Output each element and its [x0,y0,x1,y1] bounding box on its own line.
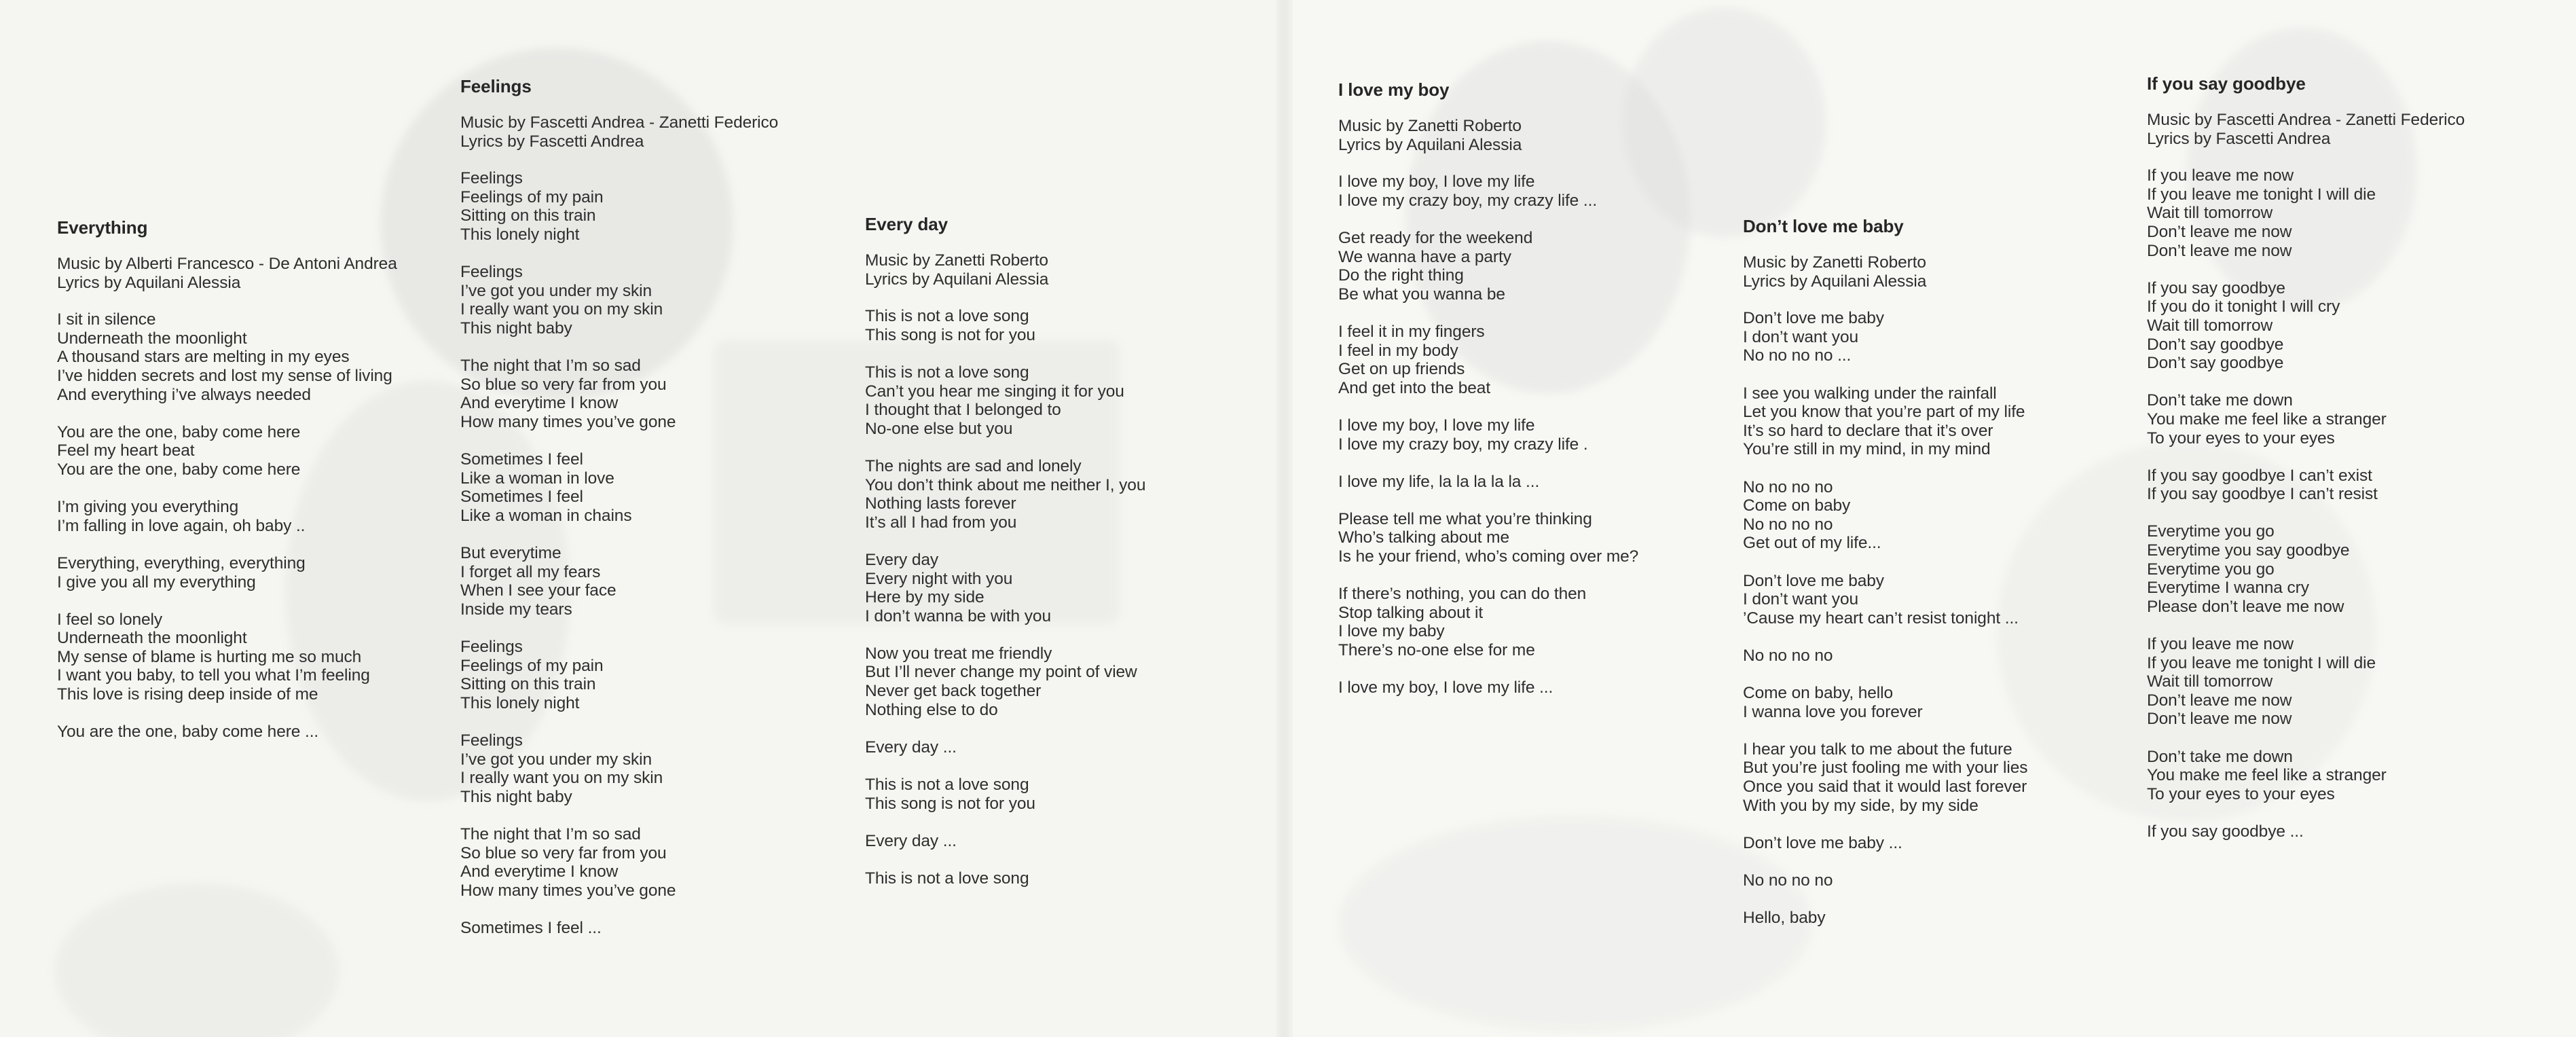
song-credits [865,251,1145,289]
lyric-line: I love my boy, I love my life ... [1338,678,1553,697]
song-everything [57,217,397,760]
lyric-line: I love my crazy boy, my crazy life ... [1338,191,1598,210]
song-credits [57,255,397,292]
lyric-stanza [865,738,1145,757]
credit-line: Lyrics by Aquilani Alessia [1338,135,1522,154]
lyric-line: Everytime you say goodbye [2147,541,2350,560]
song-i-love-my-boy [1338,79,1638,716]
lyric-line: My sense of blame is hurting me so much [57,647,362,666]
lyric-line: How many times you’ve gone [460,412,676,431]
lyric-line: No no no no [1743,515,1833,534]
lyric-line: Underneath the moonlight [57,629,247,648]
song-if-you-say-goodbye [2147,73,2465,860]
lyric-line: Feelings [460,638,523,657]
lyric-line: Don’t take me down [2147,747,2293,766]
lyric-line: I love my boy, I love my life [1338,416,1535,435]
lyric-line: This song is not for you [865,794,1035,813]
lyric-line: There’s no-one else for me [1338,641,1535,660]
song-credits [2147,111,2465,148]
lyric-line: No no no no [1743,646,1833,665]
lyric-line: Feelings [460,263,523,282]
lyric-line: Don’t love me baby [1743,571,1884,590]
song-title: Feelings [460,76,532,96]
lyric-stanza [460,544,778,619]
lyric-stanza [460,731,778,806]
lyric-line: Everytime you go [2147,522,2275,541]
lyric-line: The nights are sad and lonely [865,456,1082,475]
lyric-line: I’ve got you under my skin [460,281,652,300]
song-credits [460,113,778,151]
song-title: Don’t love me baby [1743,216,1904,236]
lyric-stanza [57,498,397,535]
lyric-line: Feelings of my pain [460,187,604,206]
lyric-stanza [1338,678,1638,697]
lyric-line: I sit in silence [57,310,156,329]
lyric-line: Feel my heart beat [57,441,195,460]
lyric-line: Get ready for the weekend [1338,228,1533,247]
lyric-line: The night that I’m so sad [460,357,641,376]
lyric-stanza [1743,309,2027,365]
lyric-line: Don’t say goodbye [2147,354,2284,373]
lyric-line: This night baby [460,319,572,338]
lyric-line: I feel so lonely [57,610,163,629]
lyric-stanza [57,310,397,404]
lyric-stanza [57,423,397,479]
lyric-stanza [2147,391,2465,448]
lyric-stanza [2147,279,2465,373]
lyric-line: I’m giving you everything [57,498,239,517]
lyric-line: The night that I’m so sad [460,824,641,843]
lyric-line: This love is rising deep inside of me [57,685,318,704]
lyric-line: So blue so very far from you [460,375,667,394]
lyric-line: Hello, baby [1743,909,1826,928]
lyric-line: I give you all my everything [57,572,256,592]
lyric-line: Never get back together [865,682,1042,701]
lyric-line: Can’t you hear me singing it for you [865,382,1124,401]
lyric-line: But I’ll never change my point of view [865,663,1137,682]
lyric-line: Sometimes I feel [460,488,583,507]
song-feelings [460,76,778,956]
lyric-stanza [2147,467,2465,504]
lyric-line: This song is not for you [865,325,1035,344]
lyric-line: You don’t think about me neither I, you [865,475,1146,494]
lyric-stanza [1338,416,1638,454]
lyric-stanza [1338,172,1638,210]
lyric-line: This lonely night [460,225,580,244]
lyric-line: Sitting on this train [460,206,596,225]
lyric-line: And everytime I know [460,394,619,413]
lyric-line: This is not a love song [865,869,1029,888]
lyric-stanza [1743,909,2027,928]
lyric-line: But everytime [460,544,562,563]
lyric-line: Don’t say goodbye [2147,335,2284,354]
lyric-line: Get on up friends [1338,360,1465,379]
lyric-line: With you by my side, by my side [1743,796,1979,815]
lyric-line: I’m falling in love again, oh baby .. [57,516,306,535]
lyric-line: You are the one, baby come here ... [57,723,319,742]
lyric-line: Now you treat me friendly [865,644,1052,663]
lyric-line: Every night with you [865,569,1013,588]
lyric-line: I don’t wanna be with you [865,606,1051,625]
lyric-line: I thought that I belonged to [865,401,1061,420]
lyric-stanza [2147,822,2465,841]
lyric-line: Nothing else to do [865,700,998,719]
credit-line: Lyrics by Fascetti Andrea [2147,129,2331,148]
lyric-stanza [865,776,1145,813]
lyric-line: Every day ... [865,831,957,850]
lyric-line: You are the one, baby come here [57,460,301,479]
lyric-line: If you leave me now [2147,166,2294,185]
background-photo-shape [1338,815,1813,1032]
lyric-line: Here by my side [865,588,985,607]
lyric-stanza [1743,834,2027,853]
lyric-line: This is not a love song [865,776,1029,795]
lyric-line: How many times you’ve gone [460,881,676,900]
lyric-stanza [865,869,1145,888]
lyric-line: Everytime I wanna cry [2147,579,2309,598]
lyric-line: I really want you on my skin [460,300,663,319]
song-credits [1338,117,1638,154]
credit-line: Music by Alberti Francesco - De Antoni Andrea [57,255,397,273]
credit-line: Music by Fascetti Andrea - Zanetti Federico [2147,111,2465,129]
credit-line: Lyrics by Fascetti Andrea [460,132,644,151]
lyric-line: So blue so very far from you [460,843,667,862]
lyric-line: And everything i’ve always needed [57,385,311,404]
lyric-line: Don’t leave me now [2147,691,2292,710]
lyric-line: Sometimes I feel ... [460,918,602,937]
lyric-line: I wanna love you forever [1743,702,1923,721]
lyric-stanza [2147,166,2465,260]
lyric-stanza [1338,510,1638,566]
lyric-line: Everything, everything, everything [57,553,306,572]
lyric-stanza [2147,635,2465,729]
lyric-line: I forget all my fears [460,562,601,581]
lyric-line: You make me feel like a stranger [2147,766,2387,785]
background-photo-shape [54,883,339,1037]
song-title: Everything [57,217,148,238]
lyric-line: To your eyes to your eyes [2147,429,2335,448]
lyric-line: Nothing lasts forever [865,494,1016,513]
lyric-line: A thousand stars are melting in my eyes [57,348,350,367]
lyric-line: If you say goodbye ... [2147,822,2304,841]
lyric-line: This is not a love song [865,307,1029,326]
lyric-stanza [1743,647,2027,666]
lyric-line: Don’t leave me now [2147,241,2292,260]
lyric-line: ’Cause my heart can’t resist tonight ... [1743,608,2019,627]
lyric-line: Let you know that you’re part of my life [1743,403,2025,422]
lyric-line: I’ve got you under my skin [460,750,652,769]
lyric-line: If you say goodbye I can’t exist [2147,466,2372,485]
lyric-line: Don’t leave me now [2147,222,2292,241]
lyric-line: No-one else but you [865,419,1013,438]
lyric-line: When I see your face [460,581,617,600]
booklet-spine [1276,0,1293,1037]
lyric-line: Please tell me what you’re thinking [1338,509,1592,528]
lyric-line: Do the right thing [1338,266,1464,285]
song-credits [1743,253,2027,291]
lyric-stanza [460,263,778,338]
lyric-line: I’ve hidden secrets and lost my sense of living [57,366,392,385]
lyric-line: If you do it tonight I will cry [2147,297,2340,316]
lyric-line: If you leave me tonight I will die [2147,185,2376,204]
lyric-stanza [460,357,778,431]
lyric-stanza [865,363,1145,438]
lyric-line: This lonely night [460,693,580,712]
lyric-line: Wait till tomorrow [2147,672,2273,691]
lyric-stanza [460,638,778,712]
credit-line: Music by Zanetti Roberto [1338,117,1522,135]
lyric-line: Everytime you go [2147,560,2275,579]
lyric-line: I love my crazy boy, my crazy life . [1338,435,1588,454]
lyric-line: I feel in my body [1338,341,1458,360]
song-title: I love my boy [1338,79,1450,100]
lyric-line: Feelings [460,731,523,750]
lyric-line: And everytime I know [460,862,619,881]
lyric-line: You are the one, baby come here [57,422,301,441]
lyric-line: Don’t leave me now [2147,710,2292,729]
lyric-line: Every day [865,550,939,569]
lyric-line: Please don’t leave me now [2147,597,2344,616]
credit-line: Lyrics by Aquilani Alessia [57,273,241,292]
lyric-line: No no no no [1743,477,1833,496]
song-title: If you say goodbye [2147,73,2306,94]
lyric-line: Get out of my life... [1743,534,1881,553]
lyric-line: No no no no [1743,871,1833,890]
credit-line: Music by Zanetti Roberto [1743,253,1926,272]
lyric-stanza [1338,323,1638,397]
lyric-line: We wanna have a party [1338,247,1511,266]
lyric-line: If you leave me tonight I will die [2147,653,2376,672]
song-title: Every day [865,214,948,234]
lyric-line: Wait till tomorrow [2147,316,2273,335]
song-dont-love-me-baby [1743,216,2027,946]
lyric-stanza [1743,871,2027,890]
lyric-line: Feelings [460,169,523,188]
lyric-line: Like a woman in love [460,469,614,488]
lyric-line: I don’t want you [1743,327,1859,346]
lyric-line: You make me feel like a stranger [2147,410,2387,429]
lyric-line: Sometimes I feel [460,450,583,469]
lyric-stanza [1743,684,2027,721]
lyric-line: If you leave me now [2147,635,2294,654]
lyric-line: This is not a love song [865,363,1029,382]
lyric-stanza [865,644,1145,719]
credit-line: Lyrics by Aquilani Alessia [865,270,1049,289]
lyric-line: I don’t want you [1743,590,1859,609]
lyric-stanza [460,169,778,244]
lyric-stanza [1743,478,2027,553]
lyric-stanza [57,723,397,742]
lyric-stanza [865,832,1145,851]
lyric-stanza [1338,473,1638,492]
lyric-stanza [865,457,1145,532]
lyric-line: Come on baby, hello [1743,684,1894,703]
lyric-stanza [1743,384,2027,459]
lyric-line: If you say goodbye [2147,278,2285,297]
lyric-line: Sitting on this train [460,675,596,694]
lyric-line: Don’t take me down [2147,391,2293,410]
lyric-stanza [2147,522,2465,616]
lyric-line: Who’s talking about me [1338,528,1510,547]
lyric-stanza [865,551,1145,625]
lyric-line: And get into the beat [1338,378,1491,397]
lyric-line: To your eyes to your eyes [2147,784,2335,803]
lyric-line: Underneath the moonlight [57,329,247,348]
lyric-line: It’s all I had from you [865,513,1017,532]
song-every-day [865,214,1145,907]
lyric-line: Don’t love me baby [1743,309,1884,328]
credit-line: Lyrics by Aquilani Alessia [1743,272,1927,291]
lyric-stanza [865,307,1145,344]
lyric-line: But you’re just fooling me with your lies [1743,759,2028,778]
lyric-line: Don’t love me baby ... [1743,833,1902,852]
lyric-line: It’s so hard to declare that it’s over [1743,421,1993,440]
lyric-stanza [1743,740,2027,815]
lyric-stanza [460,919,778,938]
lyric-line: I love my baby [1338,622,1445,641]
lyric-line: Like a woman in chains [460,506,632,525]
lyric-stanza [57,611,397,704]
lyric-line: Feelings of my pain [460,656,604,675]
lyric-line: Inside my tears [460,600,572,619]
lyric-stanza [460,450,778,525]
lyric-stanza [460,825,778,900]
lyric-line: Wait till tomorrow [2147,204,2273,223]
credit-line: Music by Fascetti Andrea - Zanetti Federico [460,113,779,132]
lyric-line: I see you walking under the rainfall [1743,384,1997,403]
lyric-line: No no no no ... [1743,346,1852,365]
lyric-line: Is he your friend, who’s coming over me? [1338,547,1639,566]
lyric-stanza [1338,585,1638,659]
lyric-stanza [2147,748,2465,804]
lyric-line: You’re still in my mind, in my mind [1743,440,1991,459]
lyric-line: Come on baby [1743,496,1851,515]
lyric-line: If you say goodbye I can’t resist [2147,485,2378,504]
lyric-stanza [1338,229,1638,304]
lyric-line: I really want you on my skin [460,769,663,788]
lyric-line: I hear you talk to me about the future [1743,740,2012,759]
lyric-stanza [1743,572,2027,628]
lyric-line: This night baby [460,787,572,806]
lyric-line: Be what you wanna be [1338,285,1505,304]
lyric-line: If there’s nothing, you can do then [1338,585,1587,604]
lyric-line: I love my life, la la la la la ... [1338,472,1540,491]
lyric-line: Every day ... [865,738,957,757]
credit-line: Music by Zanetti Roberto [865,251,1048,270]
lyric-line: Stop talking about it [1338,603,1484,622]
lyric-stanza [57,554,397,592]
lyric-line: I want you baby, to tell you what I’m feeling [57,666,370,685]
lyric-line: I feel it in my fingers [1338,322,1485,341]
background-photo-shape [1623,7,1826,238]
lyric-line: Once you said that it would last forever [1743,778,2027,797]
lyric-line: I love my boy, I love my life [1338,172,1535,192]
